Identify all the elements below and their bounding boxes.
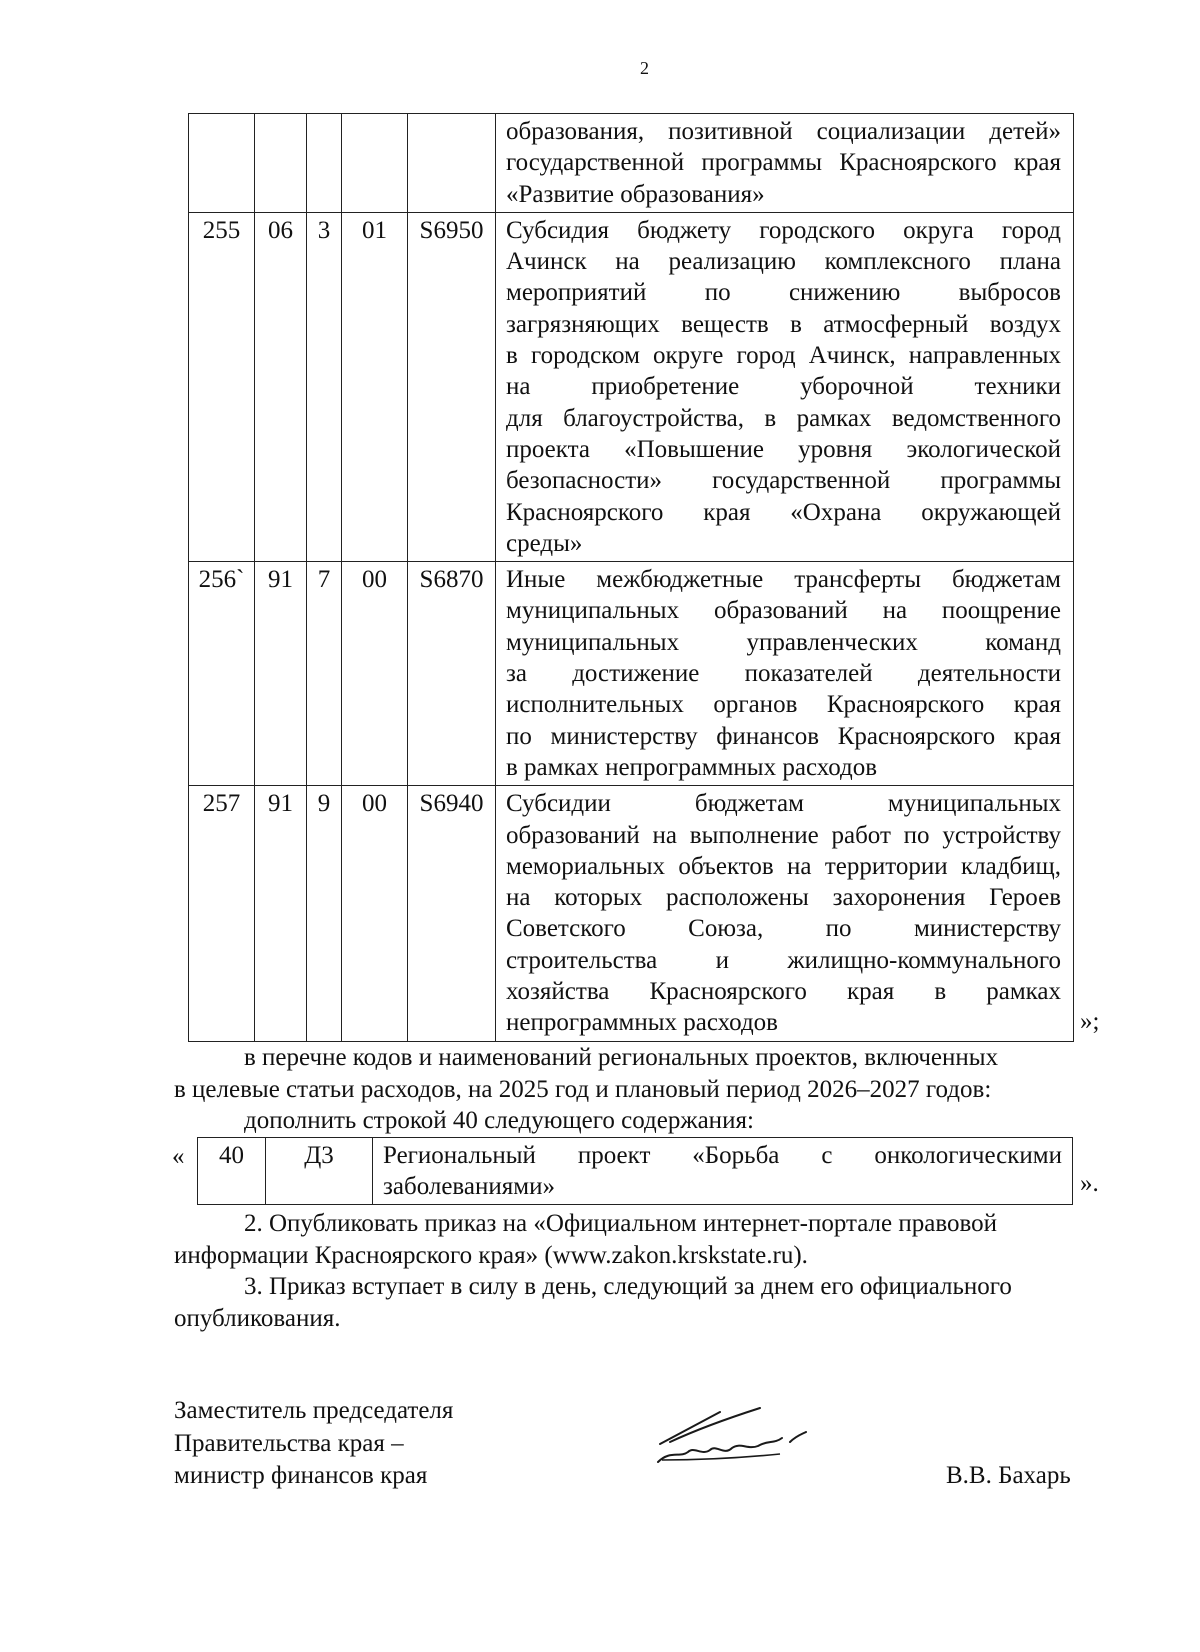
code-cell: 00 xyxy=(342,786,408,1041)
paragraph-add-row: дополнить строкой 40 следующего содержания: xyxy=(244,1107,754,1134)
code-cell xyxy=(408,114,496,213)
paragraph-publish xyxy=(174,1208,1074,1271)
description-line: исполнительных органов Красноярского края xyxy=(506,691,1061,719)
description-line: «Развитие образования» xyxy=(506,180,765,208)
code-cell: 257 xyxy=(189,786,255,1041)
code-cell: 06 xyxy=(255,212,307,561)
code-cell: 9 xyxy=(307,786,342,1041)
description-line: государственной программы Красноярского края xyxy=(506,149,1061,177)
closing-quote: ». xyxy=(1080,1170,1099,1197)
code-cell: 91 xyxy=(255,786,307,1041)
title-line: Заместитель председателя xyxy=(174,1397,454,1424)
description-cell xyxy=(496,114,1074,213)
code-cell: 00 xyxy=(342,562,408,786)
code-cell: 7 xyxy=(307,562,342,786)
project-code: Д3 xyxy=(266,1138,373,1205)
description-line: загрязняющих веществ в атмосферный воздух xyxy=(506,310,1061,338)
page-number: 2 xyxy=(640,58,649,78)
description-line: Субсидия бюджету городского округа город xyxy=(506,216,1061,244)
table-row xyxy=(189,114,1074,213)
description-line: по министерству финансов Красноярского края xyxy=(506,722,1061,750)
description-line: Региональный проект «Борьба с онкологическими xyxy=(383,1142,1062,1169)
code-cell: 91 xyxy=(255,562,307,786)
description-line: образований на выполнение работ по устройству xyxy=(506,821,1061,849)
closing-quote: »; xyxy=(1080,1008,1100,1035)
code-cell xyxy=(342,114,408,213)
table-row xyxy=(189,562,1074,786)
description-line: Иные межбюджетные трансферты бюджетам xyxy=(506,566,1061,594)
paragraph-line: 2. Опубликовать приказ на «Официальном интернет-портале правовой xyxy=(244,1210,998,1237)
project-table xyxy=(197,1137,1073,1205)
description-line: Советского Союза, по министерству xyxy=(506,915,1061,943)
project-description xyxy=(373,1138,1073,1205)
code-cell: S6870 xyxy=(408,562,496,786)
description-line: Ачинск на реализацию комплексного плана xyxy=(506,248,1061,276)
description-line: непрограммных расходов xyxy=(506,1009,778,1037)
description-line: хозяйства Красноярского края в рамках xyxy=(506,978,1061,1006)
description-line: муниципальных образований на поощрение xyxy=(506,597,1061,625)
description-cell xyxy=(496,786,1074,1041)
title-line: министр финансов края xyxy=(174,1462,428,1489)
description-line: заболеваниями» xyxy=(383,1173,555,1200)
description-line: мемориальных объектов на территории кладбищ, xyxy=(506,852,1061,880)
description-line: строительства и жилищно-коммунального xyxy=(506,946,1061,974)
code-cell xyxy=(307,114,342,213)
description-line: безопасности» государственной программы xyxy=(506,467,1061,495)
code-cell: 3 xyxy=(307,212,342,561)
description-cell xyxy=(496,212,1074,561)
code-cell: 01 xyxy=(342,212,408,561)
description-line: на приобретение уборочной техники xyxy=(506,373,1061,401)
paragraph-line: 3. Приказ вступает в силу в день, следующий за днем его официального xyxy=(244,1273,1012,1300)
paragraph-line: информации Красноярского края» (www.zakon.krskstate.ru). xyxy=(174,1241,808,1269)
code-cell: 255 xyxy=(189,212,255,561)
code-cell xyxy=(255,114,307,213)
table-row xyxy=(189,212,1074,561)
code-cell: 256` xyxy=(189,562,255,786)
description-line: за достижение показателей деятельности xyxy=(506,660,1061,688)
signatory-title xyxy=(174,1395,453,1493)
description-line: проекта «Повышение уровня экологической xyxy=(506,435,1061,463)
code-cell xyxy=(189,114,255,213)
handwritten-signature xyxy=(640,1398,810,1478)
description-line: на которых расположены захоронения Героев xyxy=(506,884,1061,912)
paragraph-line: в перечне кодов и наименований региональных проектов, включенных xyxy=(244,1044,999,1071)
code-cell: S6950 xyxy=(408,212,496,561)
codes-table xyxy=(188,113,1074,1042)
paragraph-regional-projects xyxy=(174,1042,1074,1105)
description-line: мероприятий по снижению выбросов xyxy=(506,279,1061,307)
opening-quote: « xyxy=(172,1143,185,1170)
description-line: в рамках непрограммных расходов xyxy=(506,753,878,781)
description-cell xyxy=(496,562,1074,786)
title-line: Правительства края – xyxy=(174,1429,404,1457)
paragraph-effective xyxy=(174,1271,1074,1334)
description-line: в городском округе город Ачинск, направленных xyxy=(506,342,1061,370)
table-row xyxy=(189,786,1074,1041)
description-line: для благоустройства, в рамках ведомственного xyxy=(506,404,1061,432)
description-line: Красноярского края «Охрана окружающей xyxy=(506,498,1061,526)
description-line: муниципальных управленческих команд xyxy=(506,628,1061,656)
signatory-name: В.В. Бахарь xyxy=(946,1462,1071,1489)
table-row xyxy=(198,1138,1073,1205)
description-line: образования, позитивной социализации детей» xyxy=(506,118,1061,145)
paragraph-line: в целевые статьи расходов, на 2025 год и плановый период 2026–2027 годов: xyxy=(174,1075,992,1103)
description-line: среды» xyxy=(506,529,583,557)
paragraph-line: опубликования. xyxy=(174,1304,341,1332)
code-cell: S6940 xyxy=(408,786,496,1041)
description-line: Субсидии бюджетам муниципальных xyxy=(506,790,1061,818)
project-number: 40 xyxy=(198,1138,266,1205)
